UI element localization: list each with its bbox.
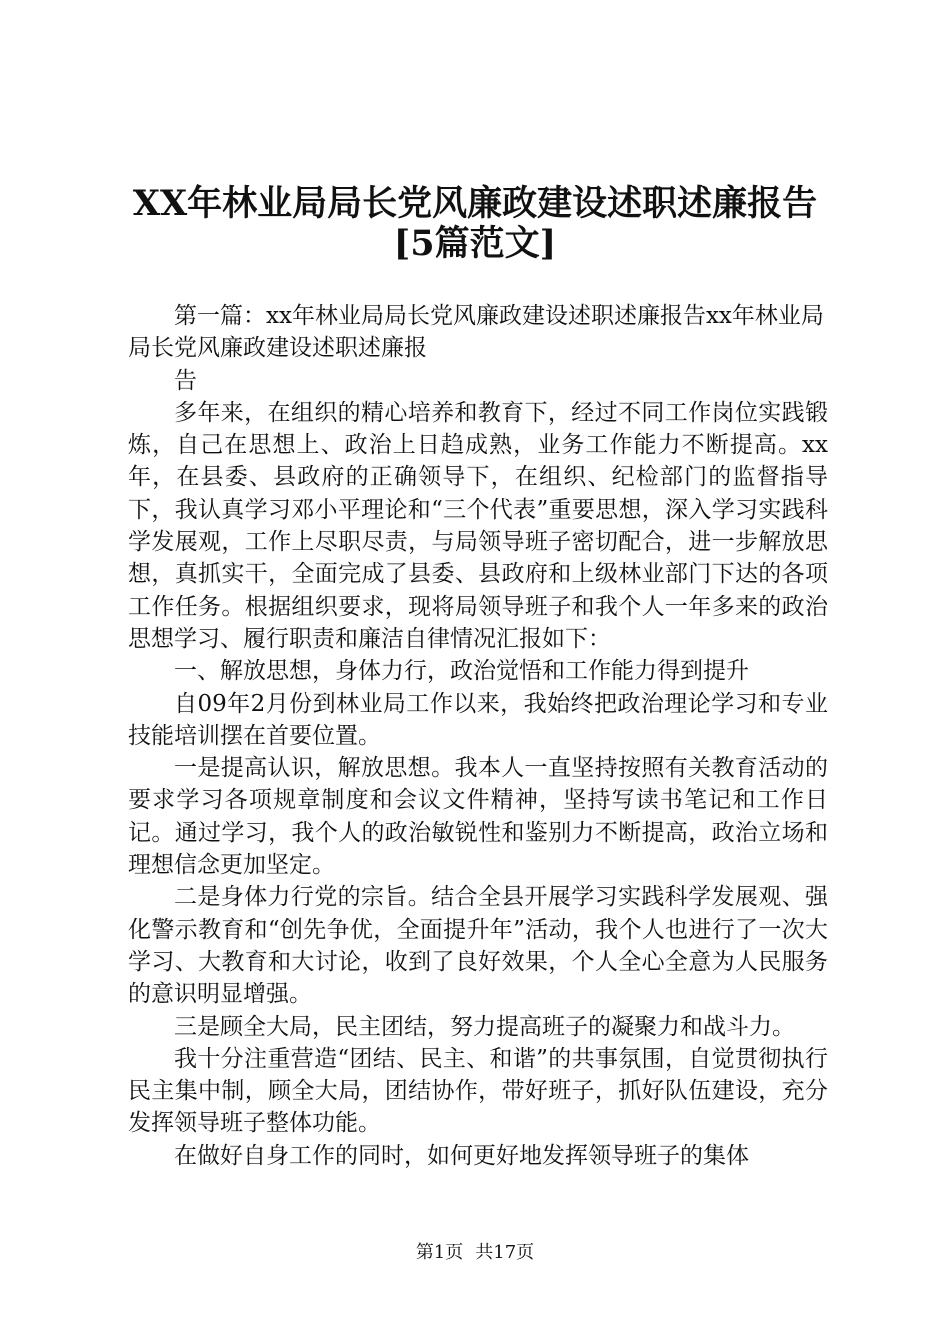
page-number: 第1页	[415, 1242, 464, 1263]
page-footer	[0, 1241, 950, 1265]
section-heading: 一、解放思想，身体力行，政治觉悟和工作能力得到提升	[174, 658, 749, 685]
paragraph: 第一篇：xx年林业局局长党风廉政建设述职述廉报告xx年林业局局长党风廉政建设述职述廉报	[128, 303, 824, 362]
paragraph: 多年来，在组织的精心培养和教育下，经过不同工作岗位实践锻炼，自己在思想上、政治上日趋成熟，业务工作能力不断提高。xx年，在县委、县政府的正确领导下，在组织、纪检部门的监督指导下，我认真学习邓小平理论和“三个代表”重要思想，深入学习实践科学发展观，工作上尽职尽责，与局领导班子密切配合，进一步解放思想，真抓实干，全面完成了县委、县政府和上级林业部门下达的各项工作任务。根据组织要求，现将局领导班子和我个人一年多来的政治思想学习、履行职责和廉洁自律情况汇报如下：	[128, 399, 828, 652]
document-title-line2: [5篇范文]	[393, 223, 557, 264]
paragraph: 二是身体力行党的宗旨。结合全县开展学习实践科学发展观、强化警示教育和“创先争优，全面提升年”活动，我个人也进行了一次大学习、大教育和大讨论，收到了良好效果，个人全心全意为人民服务的意识明显增强。	[128, 884, 828, 1008]
paragraph: 告	[174, 367, 197, 394]
paragraph: 一是提高认识，解放思想。我本人一直坚持按照有关教育活动的要求学习各项规章制度和会议文件精神，坚持写读书笔记和工作日记。通过学习，我个人的政治敏锐性和鉴别力不断提高，政治立场和理想信念更加坚定。	[128, 755, 828, 879]
page-total: 共17页	[475, 1242, 535, 1263]
document-body	[128, 300, 828, 1172]
paragraph: 我十分注重营造“团结、民主、和谐”的共事氛围，自觉贯彻执行民主集中制，顾全大局，团结协作，带好班子，抓好队伍建设，充分发挥领导班子整体功能。	[128, 1045, 828, 1137]
document-title-line1: XX年林业局局长党风廉政建设述职述廉报告	[132, 183, 818, 224]
paragraph: 在做好自身工作的同时，如何更好地发挥领导班子的集体	[174, 1142, 749, 1169]
paragraph: 自09年2月份到林业局工作以来，我始终把政治理论学习和专业技能培训摆在首要位置。	[128, 690, 828, 749]
paragraph: 三是顾全大局，民主团结，努力提高班子的凝聚力和战斗力。	[174, 1013, 795, 1040]
